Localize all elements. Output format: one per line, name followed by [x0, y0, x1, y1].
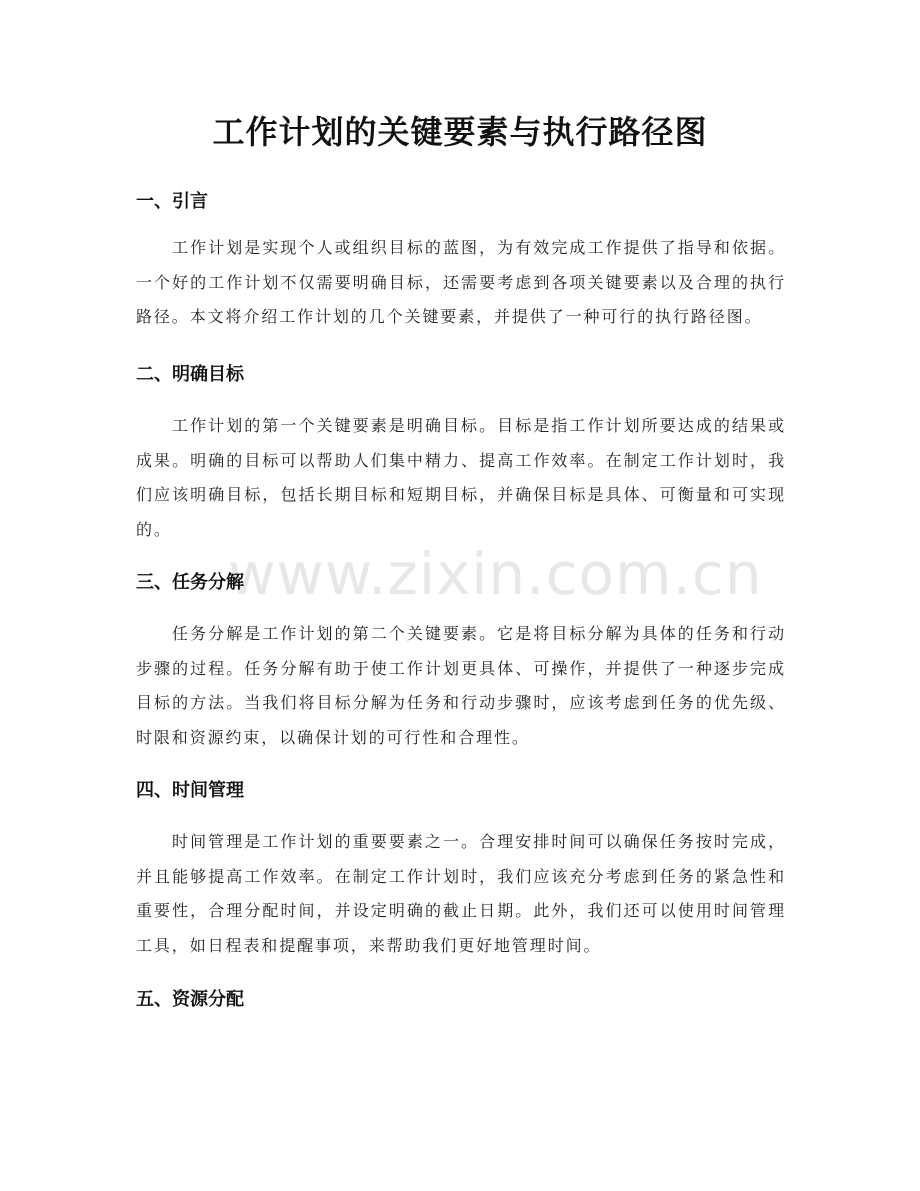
section-heading-task-breakdown: 三、任务分解 — [136, 572, 244, 593]
section-heading-goals: 二、明确目标 — [136, 364, 244, 385]
section-heading-time-management: 四、时间管理 — [136, 780, 244, 801]
section-body-goals: 工作计划的第一个关键要素是明确目标。目标是指工作计划所要达成的结果或成果。明确的目标可以帮助人们集中精力、提高工作效率。在制定工作计划时，我们应该明确目标，包括长期目标和短期目标，并确保目标是具体、可衡量和可实现的。 — [136, 416, 786, 539]
section-body-time-management: 时间管理是工作计划的重要要素之一。合理安排时间可以确保任务按时完成，并且能够提高工作效率。在制定工作计划时，我们应该充分考虑到任务的紧急性和重要性，合理分配时间，并设定明确的截止日期。此外，我们还可以使用时间管理工具，如日程表和提醒事项，来帮助我们更好地管理时间。 — [136, 832, 786, 955]
section-heading-resource-allocation: 五、资源分配 — [136, 989, 244, 1010]
section-heading-intro: 一、引言 — [136, 191, 208, 212]
document-title: 工作计划的关键要素与执行路径图 — [212, 113, 708, 151]
watermark: www.zixin.com.cn — [228, 540, 763, 608]
section-body-intro: 工作计划是实现个人或组织目标的蓝图，为有效完成工作提供了指导和依据。一个好的工作计划不仅需要明确目标，还需要考虑到各项关键要素以及合理的执行路径。本文将介绍工作计划的几个关键要素，并提供了一种可行的执行路径图。 — [136, 238, 786, 326]
section-body-task-breakdown: 任务分解是工作计划的第二个关键要素。它是将目标分解为具体的任务和行动步骤的过程。任务分解有助于使工作计划更具体、可操作，并提供了一种逐步完成目标的方法。当我们将目标分解为任务和行动步骤时，应该考虑到任务的优先级、时限和资源约束，以确保计划的可行性和合理性。 — [136, 624, 786, 747]
